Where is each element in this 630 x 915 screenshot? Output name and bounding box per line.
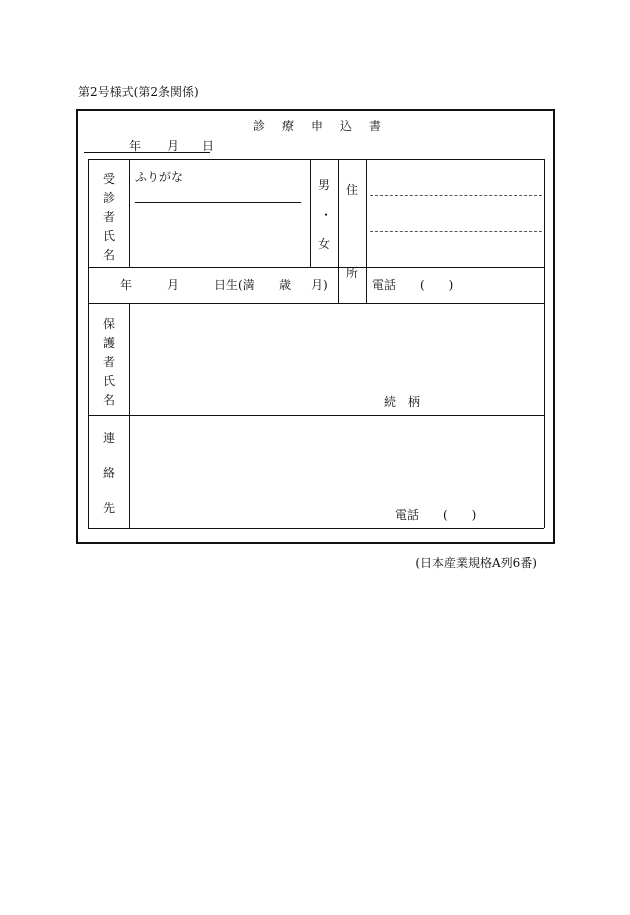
furigana-label: ふりがな [135,170,184,184]
age-month-close: 月) [311,278,328,292]
title-char: 申 [311,119,324,133]
title-char: 診 [253,119,266,133]
col-line-sex-address [338,159,339,303]
address-label-top: 住 [346,183,359,197]
table-bottom-line [88,528,544,529]
table-left-line [88,159,89,528]
sex-male: 男 [318,178,331,192]
date-underline [84,152,210,153]
form-number: 第2号様式(第2条関係) [78,85,199,99]
relation-label: 続 柄 [384,395,421,409]
row-line-guardian [88,415,544,416]
row-line-birth [88,303,544,304]
date-day: 日 [202,139,215,153]
col-line-lower-label [129,303,130,528]
furigana-underline [135,202,301,203]
birth-day-age: 日生(満 [214,278,255,292]
address-phone-label: 電話 [372,278,397,292]
contact-label-char: 連 [103,431,116,445]
title-char: 込 [340,119,353,133]
contact-phone-paren: ( ) [443,508,477,522]
footer-note: (日本産業規格A列6番) [415,556,537,570]
row-line-patient [88,267,544,268]
table-top-line [88,159,544,160]
title-char: 療 [282,119,295,133]
birth-month: 月 [167,278,180,292]
address-dashed-line [370,195,542,196]
contact-label-char: 先 [103,501,116,515]
contact-phone-label: 電話 [395,508,420,522]
sex-separator: ・ [320,208,333,222]
address-dashed-line [370,231,542,232]
table-right-line [544,159,545,528]
contact-label-char: 絡 [103,466,116,480]
date-year: 年 [129,139,142,153]
guardian-label: 保護者氏名 [102,317,115,407]
col-line-address-label [366,159,367,303]
date-month: 月 [167,139,180,153]
address-label-bottom: 所 [346,266,359,280]
form-title [253,119,398,133]
col-line-label [129,159,130,267]
col-line-name-sex [310,159,311,267]
age-unit: 歳 [279,278,292,292]
sex-female: 女 [318,237,331,251]
address-phone-paren: ( ) [420,278,454,292]
birth-year: 年 [120,278,133,292]
title-char: 書 [369,119,382,133]
patient-label: 受診者氏名 [102,172,115,262]
